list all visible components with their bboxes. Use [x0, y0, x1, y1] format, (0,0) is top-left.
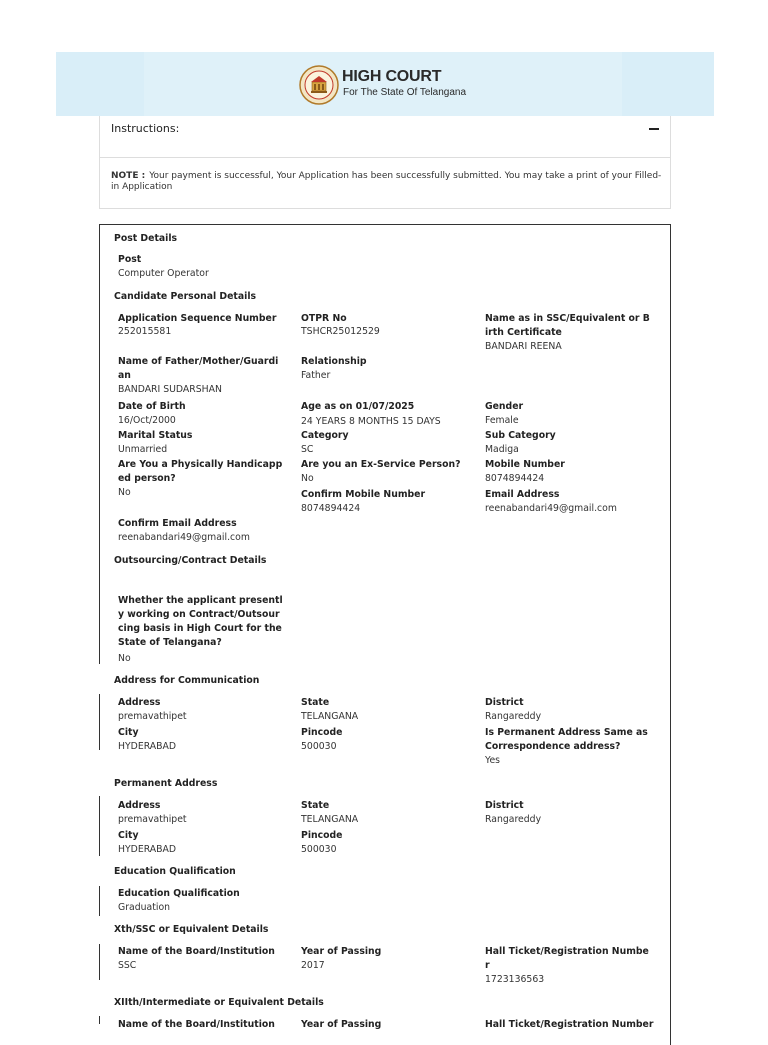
- section-address-communication: Address for Communication: [114, 675, 260, 686]
- age-value: 24 YEARS 8 MONTHS 15 DAYS: [301, 416, 441, 427]
- dob-label: Date of Birth: [118, 401, 186, 412]
- section-education: Education Qualification: [114, 866, 236, 877]
- name-value: BANDARI REENA: [485, 341, 562, 352]
- comm-address-value: premavathipet: [118, 711, 187, 722]
- education-value: Graduation: [118, 902, 171, 913]
- guardian-label: Name of Father/Mother/Guardian: [118, 356, 279, 381]
- comm-district-value: Rangareddy: [485, 711, 542, 722]
- note-text: Your payment is successful, Your Application has been successfully submitted. You may take a print of your Filled-in Application: [111, 171, 662, 192]
- gender-value: Female: [485, 415, 519, 426]
- ssc-hall-label: Hall Ticket/Registration Number: [485, 946, 649, 971]
- section-border: [99, 796, 100, 856]
- app-seq-value: 252015581: [118, 326, 172, 337]
- relationship-label: Relationship: [301, 356, 367, 367]
- perm-address-value: premavathipet: [118, 814, 187, 825]
- section-candidate-personal: Candidate Personal Details: [114, 291, 257, 302]
- court-title: HIGH COURT: [342, 68, 442, 85]
- ph-value: No: [118, 487, 131, 498]
- section-intermediate: XIIth/Intermediate or Equivalent Details: [114, 997, 324, 1008]
- comm-district-label: District: [485, 697, 524, 708]
- instructions-divider: [100, 157, 670, 158]
- otpr-value: TSHCR25012529: [301, 326, 380, 337]
- inter-board-label: Name of the Board/Institution: [118, 1019, 275, 1030]
- perm-city-value: HYDERABAD: [118, 844, 177, 855]
- name-label: Name as in SSC/Equivalent or Birth Certificate: [485, 313, 650, 338]
- comm-state-label: State: [301, 697, 330, 708]
- section-ssc: Xth/SSC or Equivalent Details: [114, 924, 269, 935]
- confirm-mobile-label: Confirm Mobile Number: [301, 489, 426, 500]
- gender-label: Gender: [485, 401, 524, 412]
- instructions-panel: [99, 116, 671, 209]
- section-border: [99, 944, 100, 980]
- mobile-value: 8074894424: [485, 473, 545, 484]
- marital-value: Unmarried: [118, 444, 168, 455]
- exs-value: No: [301, 473, 314, 484]
- perm-city-label: City: [118, 830, 139, 841]
- section-permanent-address: Permanent Address: [114, 778, 218, 789]
- ssc-hall-value: 1723136563: [485, 974, 545, 985]
- comm-city-label: City: [118, 727, 139, 738]
- perm-pincode-label: Pincode: [301, 830, 343, 841]
- section-border: [99, 1016, 100, 1024]
- inter-year-label: Year of Passing: [301, 1019, 382, 1030]
- court-subtitle: For The State Of Telangana: [343, 87, 467, 98]
- inter-hall-label: Hall Ticket/Registration Number: [485, 1019, 654, 1030]
- subcat-label: Sub Category: [485, 430, 556, 441]
- ssc-board-label: Name of the Board/Institution: [118, 946, 275, 957]
- perm-district-label: District: [485, 800, 524, 811]
- address-same-value: Yes: [485, 755, 501, 766]
- section-outsourcing: Outsourcing/Contract Details: [114, 555, 267, 566]
- age-label: Age as on 01/07/2025: [301, 401, 415, 412]
- instructions-title: Instructions:: [111, 122, 180, 135]
- perm-state-label: State: [301, 800, 330, 811]
- category-value: SC: [301, 444, 314, 455]
- otpr-label: OTPR No: [301, 313, 347, 324]
- section-post-details: Post Details: [114, 233, 178, 244]
- relationship-value: Father: [301, 370, 331, 381]
- collapse-minus-icon[interactable]: [649, 128, 659, 130]
- ssc-board-value: SSC: [118, 960, 137, 971]
- perm-district-value: Rangareddy: [485, 814, 542, 825]
- subcat-value: Madiga: [485, 444, 519, 455]
- high-court-emblem-icon: [299, 65, 339, 105]
- post-value: Computer Operator: [118, 268, 209, 279]
- comm-pincode-label: Pincode: [301, 727, 343, 738]
- perm-state-value: TELANGANA: [301, 814, 359, 825]
- dob-value: 16/Oct/2000: [118, 415, 176, 426]
- guardian-value: BANDARI SUDARSHAN: [118, 384, 222, 395]
- section-border: [99, 694, 100, 750]
- confirm-mobile-value: 8074894424: [301, 503, 361, 514]
- comm-state-value: TELANGANA: [301, 711, 359, 722]
- ssc-year-value: 2017: [301, 960, 325, 971]
- outsourcing-question-label: Whether the applicant presently working on Contract/Outsourcing basis in High Court for the State of Telangana?: [118, 595, 283, 648]
- marital-label: Marital Status: [118, 430, 193, 441]
- note-label: NOTE :: [111, 171, 146, 181]
- form-left-border: [99, 224, 100, 664]
- comm-address-label: Address: [118, 697, 161, 708]
- address-same-label: Is Permanent Address Same as Correspondence address?: [485, 727, 648, 752]
- perm-pincode-value: 500030: [301, 844, 337, 855]
- perm-address-label: Address: [118, 800, 161, 811]
- comm-city-value: HYDERABAD: [118, 741, 177, 752]
- post-label: Post: [118, 254, 142, 265]
- comm-pincode-value: 500030: [301, 741, 337, 752]
- confirm-email-label: Confirm Email Address: [118, 518, 237, 529]
- exs-label: Are you an Ex-Service Person?: [301, 459, 461, 470]
- category-label: Category: [301, 430, 349, 441]
- email-value: reenabandari49@gmail.com: [485, 503, 617, 514]
- app-seq-label: Application Sequence Number: [118, 313, 277, 324]
- confirm-email-value: reenabandari49@gmail.com: [118, 532, 250, 543]
- ssc-year-label: Year of Passing: [301, 946, 382, 957]
- ph-label: Are You a Physically Handicapped person?: [118, 459, 283, 484]
- section-border: [99, 886, 100, 916]
- email-label: Email Address: [485, 489, 560, 500]
- mobile-label: Mobile Number: [485, 459, 565, 470]
- outsourcing-question-value: No: [118, 653, 131, 664]
- education-label: Education Qualification: [118, 888, 240, 899]
- instructions-note: [111, 171, 666, 193]
